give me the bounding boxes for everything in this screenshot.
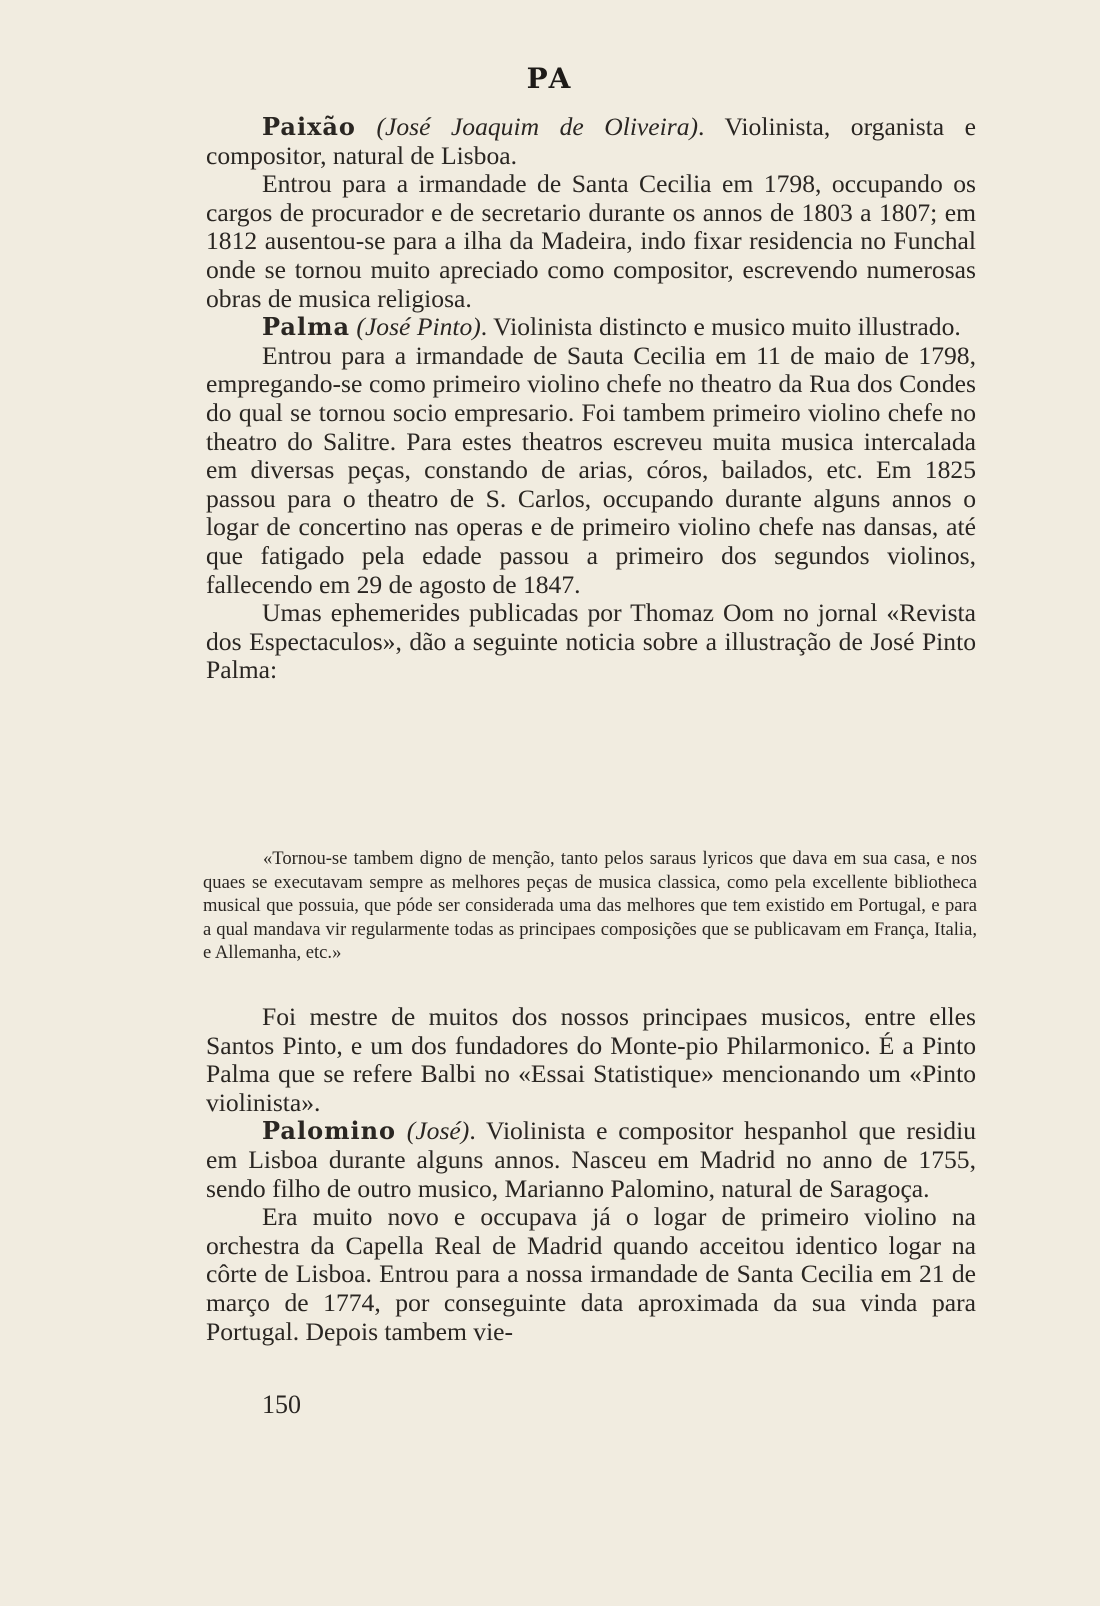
section-header: PA bbox=[526, 62, 574, 95]
entry-text-palma: . Violinista distincto e musico muito illustrado. bbox=[480, 312, 961, 342]
entry-palomino bbox=[206, 1117, 976, 1203]
paragraph-palomino-2: Era muito novo e occupava já o logar de primeiro violino na orchestra da Capella Real de Madrid quando acceitou identico logar na côrte de Lisboa. Entrou para a nossa irmandade de Santa Cecilia em 21 de março de 1774, por conseguinte data aproximada da sua vinda para Portugal. Depois tambem vie- bbox=[206, 1202, 976, 1346]
paragraph-palma-2: Entrou para a irmandade de Sauta Cecilia em 11 de maio de 1798, empregando-se como primeiro violino chefe no theatro da Rua dos Condes do qual se tornou socio empresario. Foi tambem primeiro violino chefe no theatro do Salitre. Para estes theatros escreveu muita musica intercalada em diversas peças, constando de arias, córos, bailados, etc. Em 1825 passou para o theatro de S. Carlos, occupando durante alguns annos o logar de concertino nas operas e de primeiro violino chefe nas dansas, até que fatigado pela edade passou a primeiro dos segundos violinos, fallecendo em 29 de agosto de 1847. bbox=[206, 340, 976, 599]
entry-person-palma: (José Pinto) bbox=[356, 312, 481, 342]
text-block-upper bbox=[206, 113, 976, 685]
entry-name-paixao: Paixão bbox=[262, 112, 356, 141]
entry-person-paixao: (José Joaquim de Oliveira) bbox=[376, 112, 699, 141]
paragraph-palma-4: Foi mestre de muitos dos nossos principaes musicos, entre elles Santos Pinto, e um dos fundadores do Monte-pio Philarmonico. É a Pinto Palma que se refere Balbi no «Essai Statistique» mencionando um «Pinto violinista». bbox=[206, 1002, 976, 1117]
entry-palma bbox=[206, 313, 976, 342]
paragraph-palma-3: Umas ephemerides publicadas por Thomaz Oom no jornal «Revista dos Espectaculos», dão a seguinte noticia sobre a illustração de José Pinto Palma: bbox=[206, 598, 976, 685]
entry-text-palomino: . Violinista e compositor hespanhol que residiu em Lisboa durante alguns annos. Nasceu em Madrid no anno de 1755, sendo filho de outro musico, Marianno Palomino, natural de Saragoça. bbox=[206, 1116, 976, 1203]
block-quote bbox=[203, 847, 977, 965]
text-block-lower bbox=[206, 1003, 976, 1346]
page-number: 150 bbox=[262, 1390, 301, 1419]
entry-person-palomino: (José) bbox=[406, 1116, 470, 1146]
entry-name-palma: Palma bbox=[262, 312, 351, 342]
paragraph-paixao-2: Entrou para a irmandade de Santa Cecilia em 1798, occupando os cargos de procurador e de secretario durante os annos de 1803 a 1807; em 1812 ausentou-se para a ilha da Madeira, indo fixar residencia no Funchal onde se tornou muito apreciado como compositor, escrevendo numerosas obras de musica religiosa. bbox=[206, 169, 976, 313]
entry-name-palomino: Palomino bbox=[262, 1116, 397, 1146]
entry-text-paixao: . Violinista, organista e compositor, natural de Lisboa. bbox=[206, 112, 976, 170]
entry-paixao bbox=[206, 113, 976, 170]
quote-text: «Tornou-se tambem digno de menção, tanto pelos saraus lyricos que dava em sua casa, e nos quaes se executavam sempre as melhores peças de musica classica, como pela excellente bibliotheca musical que possuia, que póde ser considerada uma das melhores que tem existido em Portugal, e para a qual mandava vir regularmente todas as principaes composições que se publicavam em França, Italia, e Allemanha, etc.» bbox=[203, 848, 977, 964]
